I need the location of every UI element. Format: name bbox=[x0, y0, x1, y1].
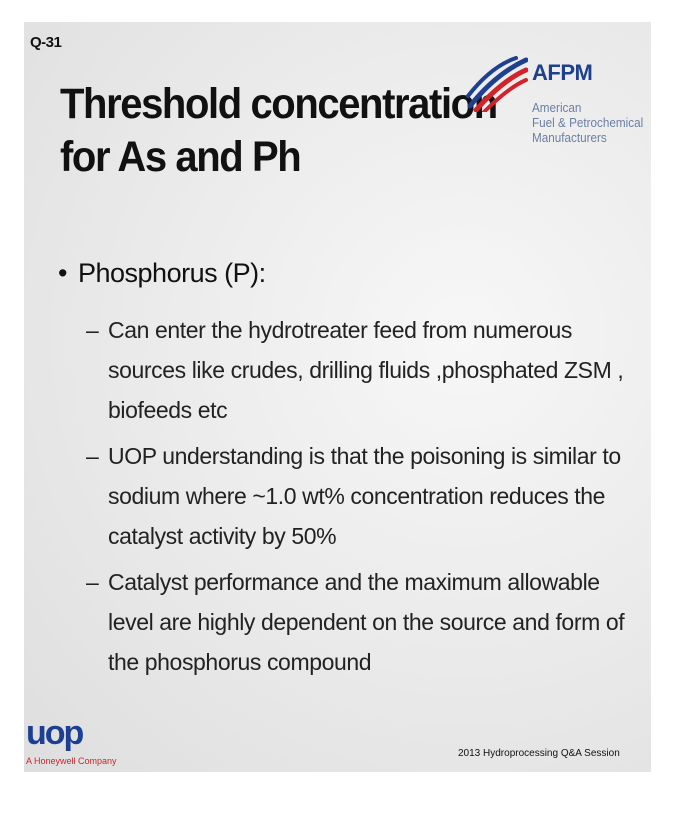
afpm-subtitle-line-3: Manufacturers bbox=[532, 130, 607, 145]
uop-tagline: A Honeywell Company bbox=[26, 756, 117, 766]
dash-icon: – bbox=[86, 317, 99, 343]
afpm-brand-text: AFPM bbox=[532, 60, 593, 85]
session-note: 2013 Hydroprocessing Q&A Session bbox=[458, 748, 620, 759]
sub-bullet-item bbox=[86, 310, 646, 430]
sub-bullet-text: Can enter the hydrotreater feed from numerous sources like crudes, drilling fluids ,phosphated ZSM , biofeeds etc bbox=[108, 317, 624, 423]
slide-title-line-1: Threshold concentration bbox=[60, 80, 497, 128]
question-number: Q-31 bbox=[30, 34, 62, 51]
sub-bullet-text: UOP understanding is that the poisoning is similar to sodium where ~1.0 wt% concentration reduces the catalyst activity by 50% bbox=[108, 443, 621, 549]
afpm-subtitle-line-1: American bbox=[532, 100, 582, 115]
sub-bullet-item bbox=[86, 436, 646, 556]
afpm-swoosh-icon bbox=[466, 56, 528, 112]
sub-bullet-list bbox=[86, 310, 646, 688]
sub-bullet-text: Catalyst performance and the maximum allowable level are highly dependent on the source and form of the phosphorus compound bbox=[108, 569, 625, 675]
bullet-dot-icon: • bbox=[58, 258, 67, 288]
dash-icon: – bbox=[86, 443, 99, 469]
uop-wordmark: uop bbox=[26, 714, 83, 752]
uop-logo bbox=[24, 714, 124, 772]
afpm-subtitle bbox=[532, 100, 644, 145]
dash-icon: – bbox=[86, 569, 99, 595]
main-bullet bbox=[58, 258, 266, 289]
slide-title bbox=[60, 78, 497, 184]
afpm-subtitle-line-2: Fuel & Petrochemical bbox=[532, 115, 644, 130]
main-bullet-text: Phosphorus (P): bbox=[78, 258, 266, 288]
afpm-logo bbox=[466, 56, 651, 166]
sub-bullet-item bbox=[86, 562, 646, 682]
slide bbox=[24, 22, 651, 772]
slide-title-line-2: for As and Ph bbox=[60, 133, 301, 181]
